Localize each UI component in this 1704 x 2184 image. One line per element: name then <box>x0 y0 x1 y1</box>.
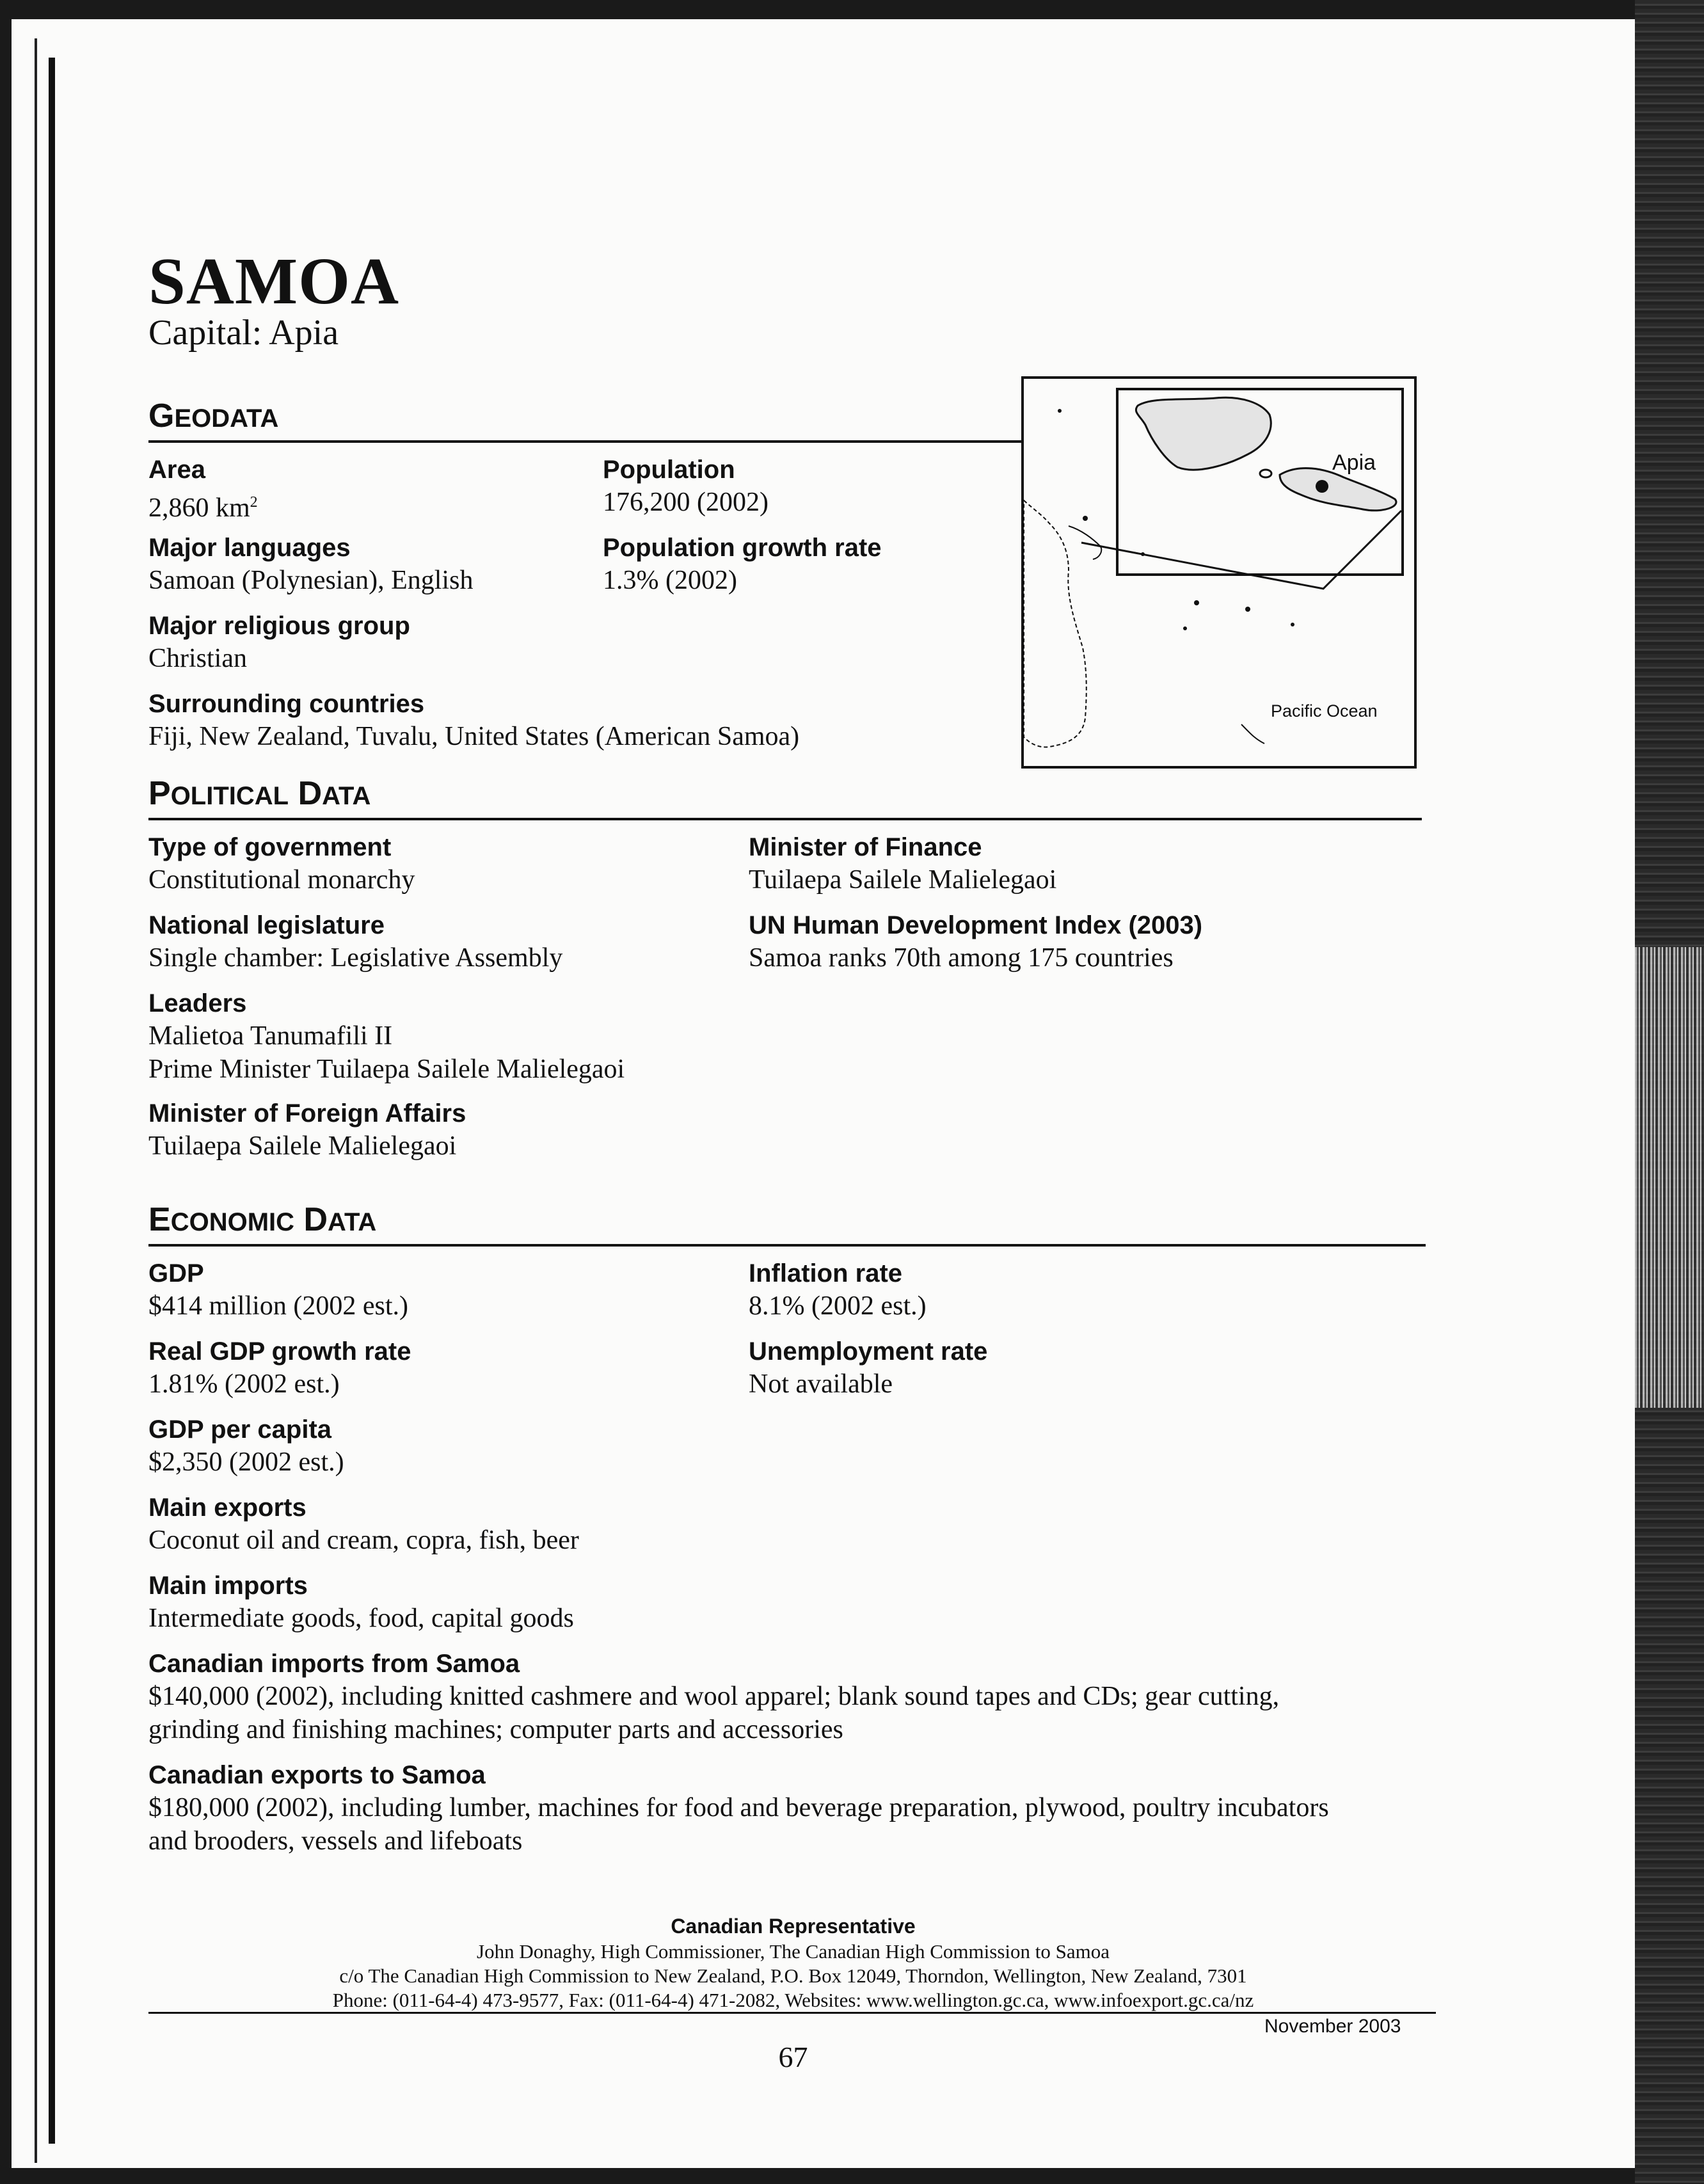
island-dot <box>1183 626 1187 630</box>
binding-line <box>49 58 55 2144</box>
economic-heading-rest: CONOMIC <box>170 1208 295 1236</box>
canadian-imports-value-1: $140,000 (2002), including knitted cashmere and wool apparel; blank sound tapes and CDs; gear cutting, <box>148 1682 1280 1711</box>
foreign-minister-label: Minister of Foreign Affairs <box>148 1099 466 1128</box>
political-rule <box>148 818 1422 820</box>
geodata-heading <box>148 397 278 435</box>
island-dot <box>1141 552 1145 556</box>
unemployment-label: Unemployment rate <box>749 1337 988 1366</box>
religion-label: Major religious group <box>148 612 410 640</box>
economic-heading <box>148 1200 376 1239</box>
gdp-label: GDP <box>148 1259 204 1287</box>
island-dot <box>1291 623 1294 626</box>
languages-label: Major languages <box>148 534 351 562</box>
hdi-value: Samoa ranks 70th among 175 countries <box>749 943 1174 973</box>
canadian-exports-value-2: and brooders, vessels and lifeboats <box>148 1826 523 1856</box>
growth-value: 1.3% (2002) <box>603 566 737 595</box>
surrounding-label: Surrounding countries <box>148 690 425 718</box>
area-label: Area <box>148 456 205 484</box>
gdp-per-capita-label: GDP per capita <box>148 1415 332 1444</box>
area-value <box>148 485 258 525</box>
political-heading-initial-2: D <box>298 775 322 812</box>
geodata-rule <box>148 440 1023 443</box>
finance-minister-label: Minister of Finance <box>749 833 982 861</box>
binding-edge <box>35 38 37 2163</box>
political-heading <box>148 774 370 813</box>
ocean-label: Pacific Ocean <box>1271 701 1378 721</box>
government-value: Constitutional monarchy <box>148 865 415 895</box>
area-value-text: 2,860 km <box>148 493 250 523</box>
footer-rule <box>148 2012 1436 2014</box>
political-heading-rest: OLITICAL <box>170 782 289 810</box>
government-label: Type of government <box>148 833 392 861</box>
exports-label: Main exports <box>148 1494 307 1522</box>
inflation-label: Inflation rate <box>749 1259 903 1287</box>
callout-lines <box>1081 511 1401 589</box>
real-gdp-label: Real GDP growth rate <box>148 1337 411 1366</box>
apia-marker <box>1316 480 1328 493</box>
gdp-value: $414 million (2002 est.) <box>148 1291 408 1321</box>
leaders-value-2: Prime Minister Tuilaepa Sailele Malielegaoi <box>148 1055 625 1084</box>
representative-heading: Canadian Representative <box>671 1915 916 1938</box>
capital-line: Capital: Apia <box>148 313 339 353</box>
population-value: 176,200 (2002) <box>603 488 768 517</box>
apia-label: Apia <box>1332 450 1376 475</box>
exports-value: Coconut oil and cream, copra, fish, beer <box>148 1526 579 1555</box>
manono-island <box>1260 470 1271 477</box>
island-dot <box>1245 607 1250 612</box>
document-page <box>12 19 1635 2168</box>
economic-heading-initial-2: D <box>303 1201 328 1238</box>
footer-date: November 2003 <box>1264 2016 1401 2037</box>
representative-line-2: c/o The Canadian High Commission to New Zealand, P.O. Box 12049, Thorndon, Wellington, New Zealand, 7301 <box>339 1965 1247 1987</box>
representative-line-1: John Donaghy, High Commissioner, The Canadian High Commission to Samoa <box>477 1940 1110 1963</box>
imports-label: Main imports <box>148 1572 308 1600</box>
economic-rule <box>148 1244 1426 1247</box>
canadian-exports-label: Canadian exports to Samoa <box>148 1761 486 1789</box>
real-gdp-value: 1.81% (2002 est.) <box>148 1369 340 1399</box>
representative-line-3: Phone: (011-64-4) 473-9577, Fax: (011-64-4) 471-2082, Websites: www.wellington.gc.ca, www.infoexport.gc.ca/nz <box>332 1989 1254 2011</box>
gdp-per-capita-value: $2,350 (2002 est.) <box>148 1447 344 1477</box>
religion-value: Christian <box>148 644 247 673</box>
economic-heading-initial: E <box>148 1201 171 1238</box>
unemployment-value: Not available <box>749 1369 893 1399</box>
scan-noise <box>1635 947 1704 1408</box>
leaders-label: Leaders <box>148 989 247 1017</box>
island-dot <box>1083 516 1088 521</box>
languages-value: Samoan (Polynesian), English <box>148 566 474 595</box>
foreign-minister-value: Tuilaepa Sailele Malielegaoi <box>148 1131 457 1161</box>
leaders-value-1: Malietoa Tanumafili II <box>148 1021 393 1051</box>
hdi-label: UN Human Development Index (2003) <box>749 911 1203 939</box>
political-heading-rest-2: ATA <box>322 782 371 810</box>
canadian-exports-value-1: $180,000 (2002), including lumber, machines for food and beverage preparation, plywood, poultry incubators <box>148 1793 1329 1822</box>
political-heading-initial: P <box>148 775 171 812</box>
surrounding-value: Fiji, New Zealand, Tuvalu, United States (American Samoa) <box>148 722 800 751</box>
page-number: 67 <box>778 2041 808 2073</box>
legislature-value: Single chamber: Legislative Assembly <box>148 943 563 973</box>
legislature-label: National legislature <box>148 911 385 939</box>
geodata-heading-rest: EODATA <box>174 404 279 433</box>
country-title: SAMOA <box>148 244 400 318</box>
island-dot <box>1058 409 1062 413</box>
savaii-island <box>1136 397 1271 470</box>
growth-label: Population growth rate <box>603 534 882 562</box>
australia-coast <box>1024 500 1087 747</box>
island-dot <box>1194 600 1199 605</box>
finance-minister-value: Tuilaepa Sailele Malielegaoi <box>749 865 1057 895</box>
map-svg <box>1024 379 1414 766</box>
scan-edge <box>1635 0 1704 2184</box>
area-unit-sup: 2 <box>250 494 258 511</box>
location-map <box>1021 376 1417 769</box>
imports-value: Intermediate goods, food, capital goods <box>148 1604 574 1633</box>
geodata-heading-initial: G <box>148 397 175 434</box>
canadian-imports-label: Canadian imports from Samoa <box>148 1650 520 1678</box>
canadian-imports-value-2: grinding and finishing machines; computer parts and accessories <box>148 1715 843 1744</box>
new-zealand-coast <box>1241 724 1264 744</box>
population-label: Population <box>603 456 735 484</box>
economic-heading-rest-2: ATA <box>328 1208 377 1236</box>
inflation-value: 8.1% (2002 est.) <box>749 1291 927 1321</box>
